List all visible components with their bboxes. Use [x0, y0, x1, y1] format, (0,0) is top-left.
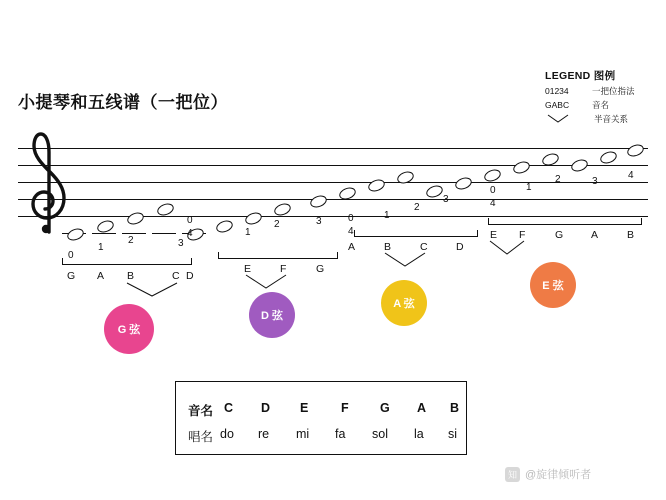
- finger-number: 2: [555, 174, 561, 185]
- legend-heading: LEGEND 图例: [545, 70, 616, 82]
- finger-number: 3: [443, 194, 449, 205]
- string-badge-label: G 弦: [117, 324, 141, 336]
- string-group-bracket-g: [62, 258, 192, 265]
- note-head: [309, 193, 329, 209]
- legend-row-right: 音名: [592, 100, 610, 110]
- pitch-name-cell: F: [341, 401, 349, 415]
- string-badge-label: D 弦: [261, 310, 283, 322]
- string-badge-label: A 弦: [393, 298, 415, 310]
- legend-row-right: 一把位指法: [592, 86, 635, 96]
- pitch-name-cell: B: [450, 401, 460, 415]
- string-badge-g[interactable]: [104, 304, 154, 354]
- note-head: [570, 157, 590, 173]
- staff-line-1: [18, 216, 648, 217]
- finger-number: 4: [490, 198, 496, 209]
- note-letter: A: [97, 270, 105, 282]
- finger-number: 1: [98, 242, 104, 253]
- pitch-solfege-table: [175, 381, 467, 455]
- finger-number: 0: [490, 185, 496, 196]
- solfege-cell: la: [414, 427, 424, 441]
- finger-number: 1: [526, 182, 532, 193]
- note-letter: A: [591, 229, 599, 241]
- note-head: [626, 142, 646, 158]
- ledger-line: [152, 233, 176, 234]
- note-letter: G: [316, 263, 325, 275]
- ledger-line: [92, 233, 116, 234]
- pitch-name-cell: A: [417, 401, 427, 415]
- note-head: [244, 210, 264, 226]
- legend-row-left: 01234: [545, 86, 569, 96]
- solfege-cell: mi: [296, 427, 310, 441]
- string-group-bracket-d: [218, 252, 338, 259]
- solfege-cell: si: [448, 427, 458, 441]
- note-head: [215, 218, 235, 234]
- note-letter: B: [627, 229, 635, 241]
- note-letter: B: [384, 241, 392, 253]
- string-badge-label: E 弦: [542, 280, 564, 292]
- note-letter: D: [456, 241, 464, 253]
- solfege-cell: do: [220, 427, 234, 441]
- finger-number: 0: [348, 213, 354, 224]
- legend-row-right: 半音关系: [594, 114, 629, 124]
- note-letter: E: [490, 229, 498, 241]
- solfege-cell: sol: [372, 427, 388, 441]
- finger-number: 1: [245, 227, 251, 238]
- half-step-v-icon: [126, 282, 178, 303]
- finger-number: 0: [187, 215, 193, 226]
- legend-row: [545, 99, 660, 111]
- note-letter: D: [186, 270, 194, 282]
- note-head: [367, 177, 387, 193]
- note-head: [454, 175, 474, 191]
- pitch-name-cell: C: [224, 401, 234, 415]
- string-badge-d[interactable]: [249, 292, 295, 338]
- pitch-name-cell: D: [261, 401, 271, 415]
- finger-number: 0: [68, 250, 74, 261]
- ledger-line: [122, 233, 146, 234]
- note-letter: G: [67, 270, 76, 282]
- string-group-bracket-a: [354, 230, 478, 237]
- finger-number: 1: [384, 210, 390, 221]
- legend-row-left: GABC: [545, 100, 570, 110]
- note-letter: B: [127, 270, 135, 282]
- note-head: [425, 183, 445, 199]
- table-row-label-pitch: 音名: [188, 404, 214, 418]
- note-letter: C: [172, 270, 180, 282]
- string-group-bracket-e: [488, 218, 642, 225]
- staff-line-4: [18, 165, 648, 166]
- finger-number: 2: [414, 202, 420, 213]
- string-badge-a[interactable]: [381, 280, 427, 326]
- pitch-name-cell: G: [380, 401, 390, 415]
- note-letter: F: [519, 229, 526, 241]
- table-row-label-solfege: 唱名: [188, 430, 214, 444]
- solfege-cell: fa: [335, 427, 346, 441]
- finger-number: 4: [628, 170, 634, 181]
- watermark-logo: 知: [505, 467, 520, 482]
- finger-number: 3: [316, 216, 322, 227]
- legend-row: [545, 85, 660, 97]
- half-step-v-icon: [384, 252, 426, 273]
- note-head: [512, 159, 532, 175]
- half-step-v-icon: [547, 114, 585, 126]
- treble-clef-icon: [26, 128, 70, 241]
- string-badge-e[interactable]: [530, 262, 576, 308]
- note-letter: C: [420, 241, 428, 253]
- note-letter: A: [348, 241, 356, 253]
- finger-number: 2: [128, 235, 134, 246]
- finger-number: 4: [187, 228, 193, 239]
- watermark-text: @旋律倾听者: [525, 469, 592, 481]
- note-head: [599, 149, 619, 165]
- pitch-name-cell: E: [300, 401, 309, 415]
- half-step-v-icon: [489, 240, 525, 261]
- finger-number: 3: [178, 238, 184, 249]
- watermark: [505, 466, 591, 482]
- note-letter: G: [555, 229, 564, 241]
- finger-number: 3: [592, 176, 598, 187]
- legend: [545, 68, 660, 126]
- solfege-cell: re: [258, 427, 270, 441]
- legend-row: [545, 113, 660, 126]
- page-title: 小提琴和五线谱（一把位）: [18, 93, 228, 112]
- note-letter: F: [280, 263, 287, 275]
- staff-line-3: [18, 182, 648, 183]
- note-head: [126, 210, 146, 226]
- note-head: [396, 169, 416, 185]
- staff-line-2: [18, 199, 648, 200]
- finger-number: 2: [274, 219, 280, 230]
- finger-number: 4: [348, 226, 354, 237]
- note-letter: E: [244, 263, 252, 275]
- staff-line-5: [18, 148, 648, 149]
